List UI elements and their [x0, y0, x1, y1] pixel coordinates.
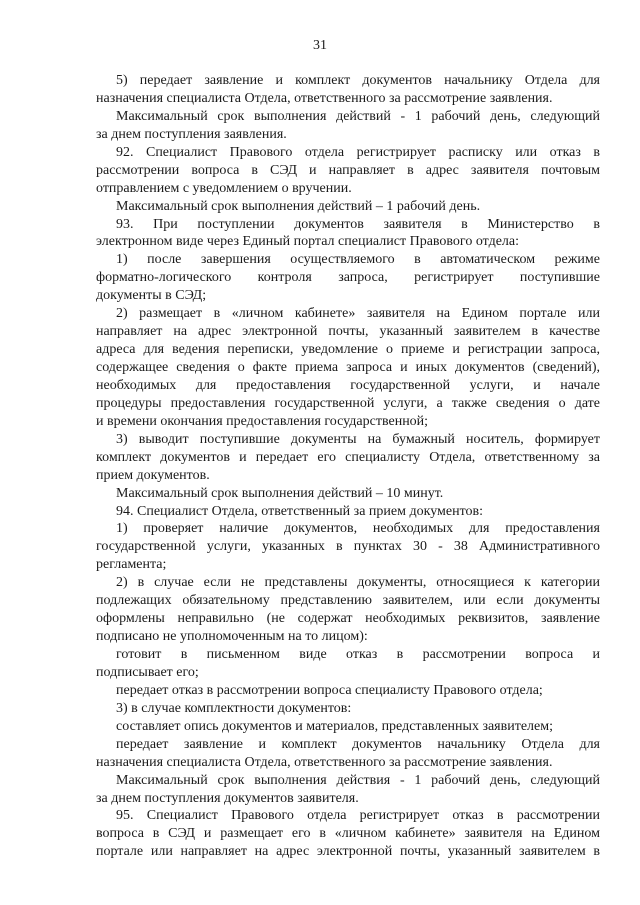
text-line: направляет на адрес электронной почты, указанный заявителем в качестве [96, 324, 600, 340]
text-line: Максимальный срок выполнения действий – 10 минут. [116, 485, 444, 501]
text-line: 3) выводит поступившие документы на бумажный носитель, формирует [116, 431, 600, 447]
text-line: 2) размещает в «личном кабинете» заявителя на Едином портале или [116, 306, 600, 322]
text-line: необходимых для предоставления государственной услуги, и начале [96, 377, 600, 393]
text-line: Максимальный срок выполнения действий - 1 рабочий день, следующий [116, 108, 600, 124]
text-line: отправлением с уведомлением о вручении. [96, 180, 352, 196]
text-line: оформлены неправильно (не содержат необходимых реквизитов, заявление [96, 611, 600, 627]
document-body [96, 72, 600, 861]
text-line: передает отказ в рассмотрении вопроса специалисту Правового отдела; [116, 682, 543, 698]
text-line: назначения специалиста Отдела, ответственного за рассмотрение заявления. [96, 754, 553, 770]
text-line: 94. Специалист Отдела, ответственный за прием документов: [116, 503, 484, 519]
text-line: за днем поступления заявления. [96, 126, 287, 142]
text-line: 1) после завершения осуществляемого в автоматическом режиме [116, 252, 600, 268]
text-line: назначения специалиста Отдела, ответственного за рассмотрение заявления. [96, 90, 553, 106]
text-line: 1) проверяет наличие документов, необходимых для предоставления [116, 521, 600, 537]
text-line: готовит в письменном виде отказ в рассмотрении вопроса и [116, 647, 600, 662]
text-line: 3) в случае комплектности документов: [116, 700, 352, 716]
text-line: подписано не уполномоченным на то лицом): [96, 629, 368, 645]
text-line: государственной услуги, указанных в пунктах 30 - 38 Административного [96, 539, 600, 555]
text-line: вопроса в СЭД и размещает его в «личном кабинете» заявителя на Едином [96, 826, 600, 842]
text-line: процедуры предоставления государственной услуги, а также сведения о дате [96, 395, 600, 411]
text-line: адреса для ведения переписки, уведомление о приеме и регистрации запроса, [96, 342, 600, 358]
text-line: подписывает его; [96, 664, 199, 680]
text-line: 5) передает заявление и комплект документов начальнику Отдела для [116, 73, 600, 88]
text-line: составляет опись документов и материалов, представленных заявителем; [116, 718, 554, 734]
text-line: подлежащих обязательному представлению заявителем, или если документы [96, 593, 600, 609]
page-number: 31 [313, 38, 327, 53]
text-line: за днем поступления документов заявителя. [96, 790, 359, 806]
text-line: 93. При поступлении документов заявителя в Министерство в [116, 216, 600, 232]
text-line: Максимальный срок выполнения действия - 1 рабочий день, следующий [116, 772, 600, 788]
text-line: 2) в случае если не представлены документы, относящиеся к категории [116, 575, 600, 591]
text-line: рассмотрении вопроса в СЭД и направляет в адрес заявителя почтовым [96, 162, 600, 178]
text-line: передает заявление и комплект документов начальнику Отдела для [116, 736, 600, 752]
text-line: электронном виде через Единый портал специалист Правового отдела: [96, 234, 520, 250]
text-line: содержащее сведения о факте приема запроса и иных документов (сведений), [96, 360, 600, 375]
text-line: форматно-логического контроля запроса, регистрирует поступившие [96, 270, 600, 286]
text-line: Максимальный срок выполнения действий – 1 рабочий день. [116, 198, 481, 214]
text-line: 92. Специалист Правового отдела регистрирует расписку или отказ в [116, 144, 600, 160]
text-line: документы в СЭД; [96, 288, 207, 304]
text-line: и времени окончания предоставления государственной; [96, 413, 429, 429]
text-line: комплект документов и передает его специалисту Отдела, ответственному за [96, 449, 600, 465]
text-line: регламента; [96, 557, 167, 573]
text-line: 95. Специалист Правового отдела регистрирует отказ в рассмотрении [116, 808, 600, 824]
text-line: прием документов. [96, 467, 210, 483]
text-line: портале или направляет на адрес электронной почты, указанный заявителем в [96, 844, 600, 860]
